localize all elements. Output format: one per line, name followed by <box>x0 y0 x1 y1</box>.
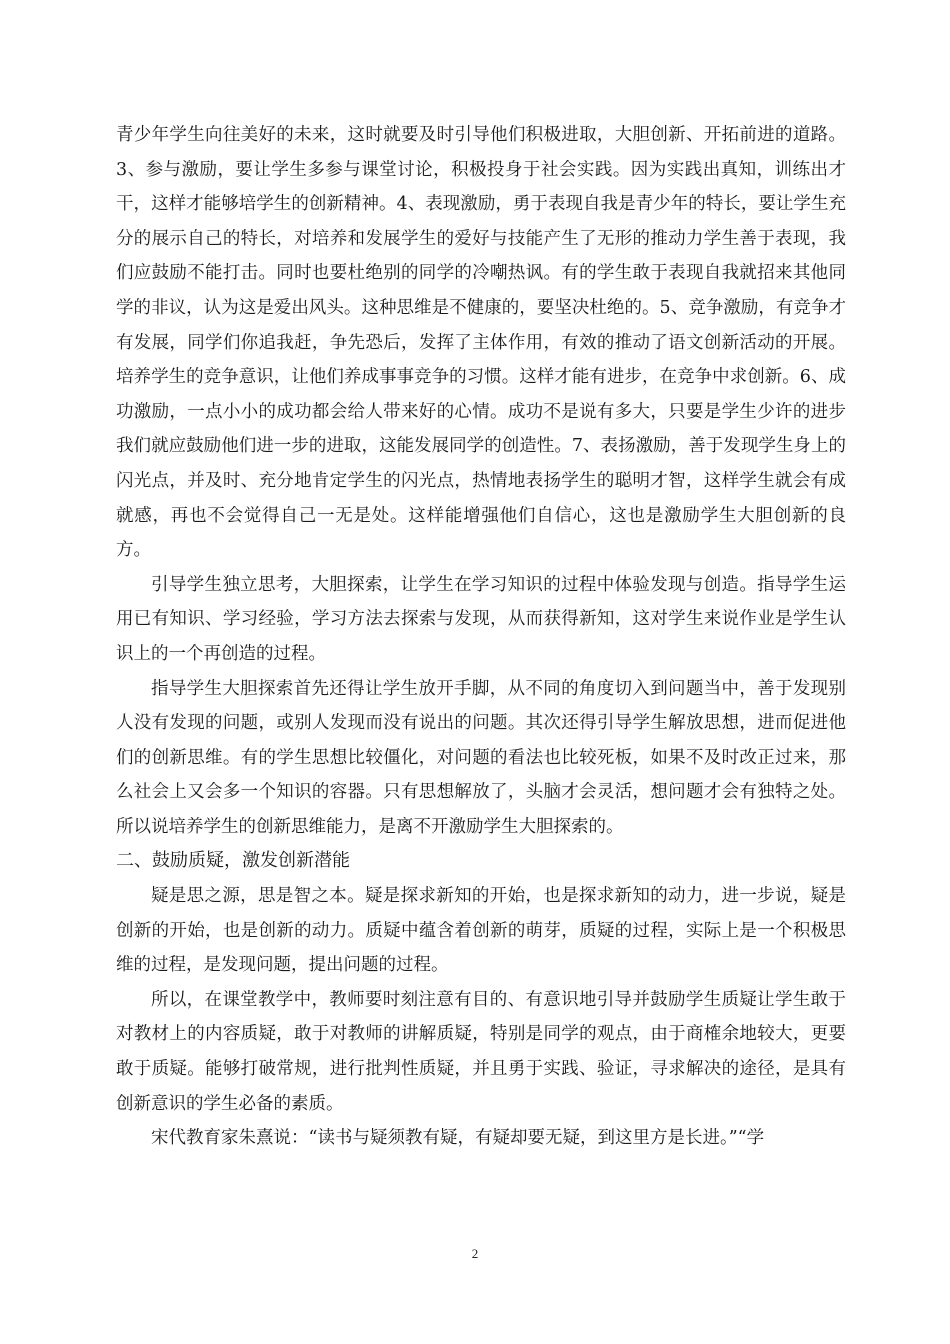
paragraph-independent-thinking: 引导学生独立思考，大胆探索，让学生在学习知识的过程中体验发现与创造。指导学生运用已有知识、学习经验，学习方法去探索与发现，从而获得新知，这对学生来说作业是学生认识上的一个再创造的过程。 <box>116 574 846 664</box>
paragraph-bold-exploration: 指导学生大胆探索首先还得让学生放开手脚，从不同的角度切入到问题当中，善于发现别人没有发现的问题，或别人发现而没有说出的问题。其次还得引导学生解放思想，进而促进他们的创新思维。有的学生思想比较僵化，对问题的看法也比较死板，如果不及时改正过来，那么社会上又会多一个知识的容器。只有思想解放了，头脑才会灵活，想问题才会有独特之处。所以说培养学生的创新思维能力，是离不开激励学生大胆探索的。 <box>116 678 846 837</box>
paragraph-zhu-xi-quote: 宋代教育家朱熹说：“读书与疑须教有疑，有疑却要无疑，到这里方是长进。”“学 <box>151 1128 765 1149</box>
paragraph-doubt-origin: 疑是思之源，思是智之本。疑是探求新知的开始，也是探求新知的动力，进一步说，疑是创新的开始，也是创新的动力。质疑中蕴含着创新的萌芽，质疑的过程，实际上是一个积极思维的过程，是发现问题，提出问题的过程。 <box>116 886 846 976</box>
paragraph-classroom-questioning: 所以，在课堂教学中，教师要时刻注意有目的、有意识地引导并鼓励学生质疑让学生敢于对教材上的内容质疑，敢于对教师的讲解质疑，特别是同学的观点，由于商榷余地较大，更要敢于质疑。能够打破常规，进行批判性质疑，并且勇于实践、验证，寻求解决的途径，是具有创新意识的学生必备的素质。 <box>116 989 846 1114</box>
section-heading: 二、鼓励质疑，激发创新潜能 <box>116 850 350 872</box>
page-number: 2 <box>471 1246 479 1261</box>
document-body <box>116 118 846 1156</box>
paragraph-incentives: 青少年学生向往美好的未来，这时就要及时引导他们积极进取，大胆创新、开拓前进的道路。3、参与激励，要让学生多参与课堂讨论，积极投身于社会实践。因为实践出真知，训练出才干，这样才能够培学生的创新精神。4、表现激励，勇于表现自我是青少年的特长，要让学生充分的展示自己的特长，对培养和发展学生的爱好与技能产生了无形的推动力学生善于表现，我们应鼓励不能打击。同时也要杜绝别的同学的冷嘲热讽。有的学生敢于表现自我就招来其他同学的非议，认为这是爱出风头。这种思维是不健康的，要坚决杜绝的。5、竞争激励，有竞争才有发展，同学们你追我赶，争先恐后，发挥了主体作用，有效的推动了语文创新活动的开展。培养学生的竞争意识，让他们养成事事竞争的习惯。这样才能有进步，在竞争中求创新。6、成功激励，一点小小的成功都会给人带来好的心情。成功不是说有多大，只要是学生少许的进步我们就应鼓励他们进一步的进取，这能发展同学的创造性。7、表扬激励，善于发现学生身上的闪光点，并及时、充分地肯定学生的闪光点，热情地表扬学生的聪明才智，这样学生就会有成就感，再也不会觉得自己一无是处。这样能增强他们自信心，这也是激励学生大胆创新的良方。 <box>116 125 846 561</box>
